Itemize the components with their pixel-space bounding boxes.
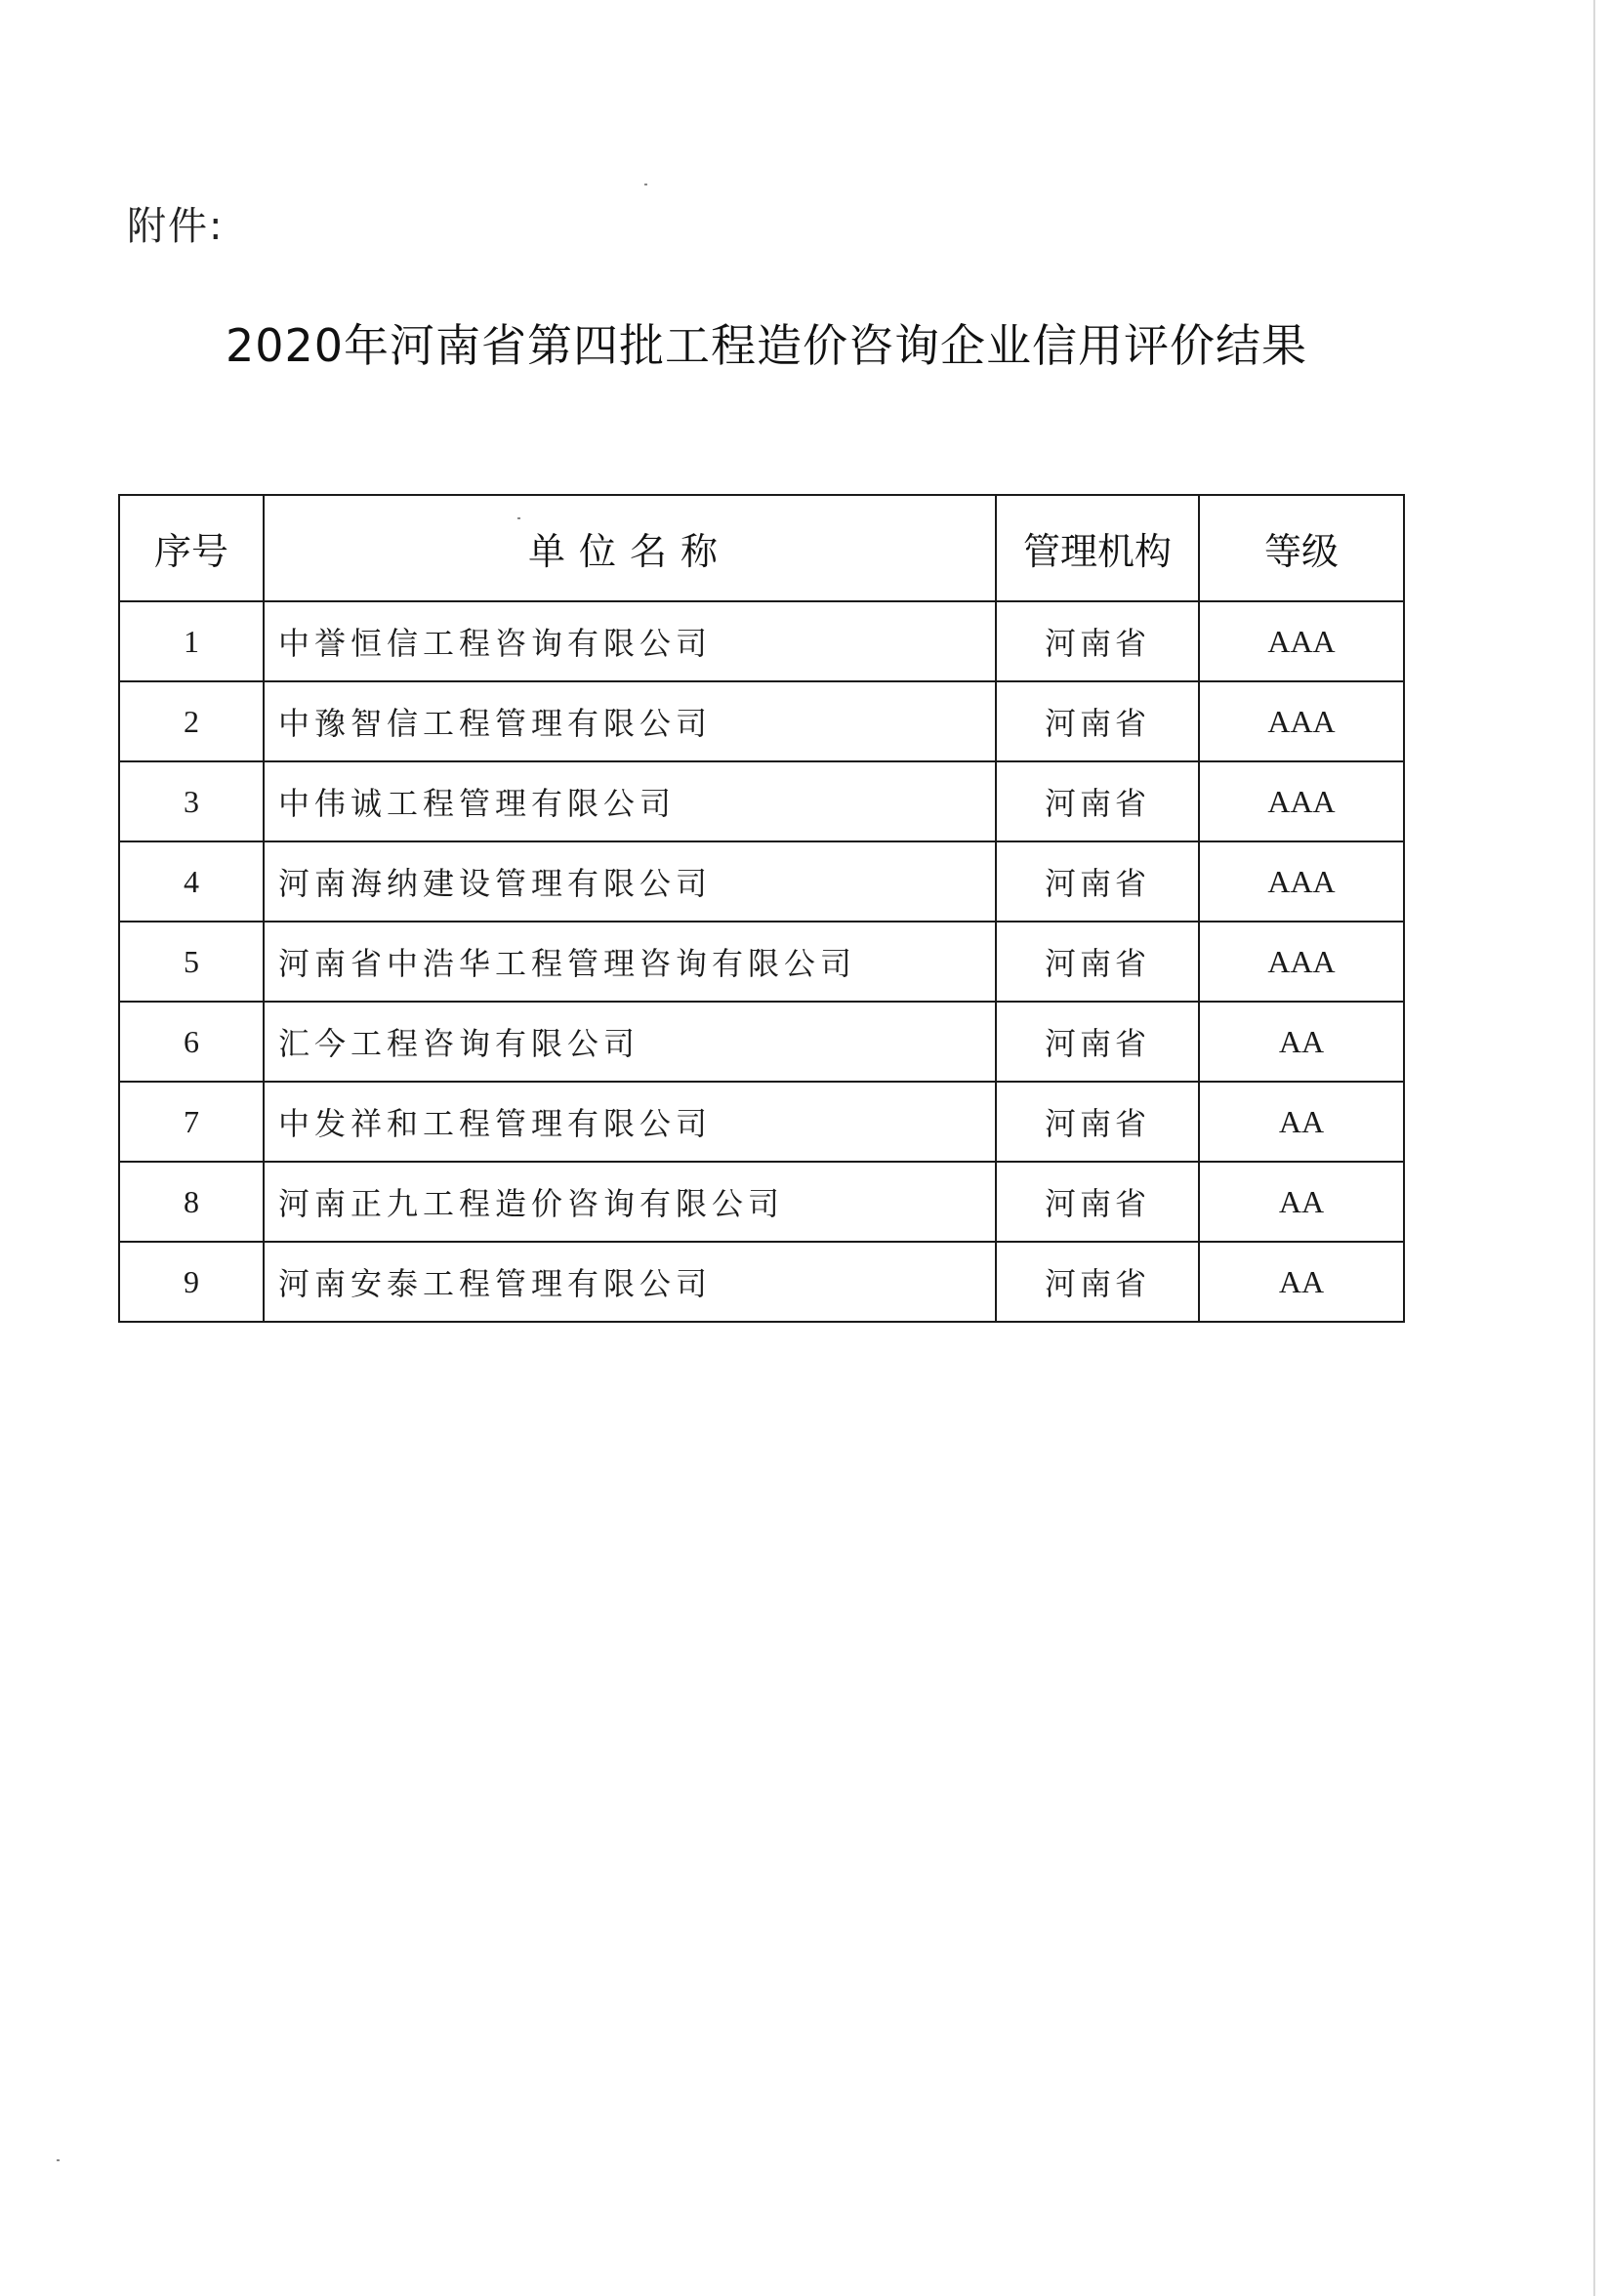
row-org: 河南省 <box>996 681 1199 761</box>
row-grade: AAA <box>1199 761 1404 841</box>
scan-speck <box>644 184 647 185</box>
row-company-name: 河南省中浩华工程管理咨询有限公司 <box>264 922 996 1002</box>
scan-speck <box>57 2159 60 2161</box>
row-org: 河南省 <box>996 1002 1199 1082</box>
row-org: 河南省 <box>996 1242 1199 1322</box>
row-index: 4 <box>119 841 264 922</box>
row-grade: AAA <box>1199 922 1404 1002</box>
page-edge-line <box>1593 0 1595 2296</box>
scan-speck <box>517 517 520 519</box>
table-row <box>119 601 1404 681</box>
row-org: 河南省 <box>996 601 1199 681</box>
row-company-name: 河南海纳建设管理有限公司 <box>264 841 996 922</box>
table-row <box>119 681 1404 761</box>
row-grade: AA <box>1199 1082 1404 1162</box>
table-row <box>119 1082 1404 1162</box>
header-name: 单位名称 <box>264 495 996 601</box>
row-org: 河南省 <box>996 922 1199 1002</box>
row-company-name: 河南安泰工程管理有限公司 <box>264 1242 996 1322</box>
row-index: 2 <box>119 681 264 761</box>
row-index: 6 <box>119 1002 264 1082</box>
row-company-name: 中发祥和工程管理有限公司 <box>264 1082 996 1162</box>
table-row <box>119 1242 1404 1322</box>
row-grade: AA <box>1199 1002 1404 1082</box>
table-row <box>119 922 1404 1002</box>
header-grade: 等级 <box>1199 495 1404 601</box>
row-org: 河南省 <box>996 1162 1199 1242</box>
table-row <box>119 841 1404 922</box>
row-index: 3 <box>119 761 264 841</box>
row-company-name: 中伟诚工程管理有限公司 <box>264 761 996 841</box>
row-grade: AAA <box>1199 601 1404 681</box>
row-grade: AA <box>1199 1162 1404 1242</box>
row-org: 河南省 <box>996 761 1199 841</box>
header-org: 管理机构 <box>996 495 1199 601</box>
row-grade: AA <box>1199 1242 1404 1322</box>
row-index: 5 <box>119 922 264 1002</box>
table-row <box>119 1002 1404 1082</box>
row-index: 1 <box>119 601 264 681</box>
row-grade: AAA <box>1199 681 1404 761</box>
row-company-name: 中豫智信工程管理有限公司 <box>264 681 996 761</box>
row-company-name: 汇今工程咨询有限公司 <box>264 1002 996 1082</box>
attachment-label: 附件: <box>127 204 225 249</box>
credit-result-table <box>118 494 1405 1323</box>
row-index: 8 <box>119 1162 264 1242</box>
table-header-row <box>119 495 1404 601</box>
row-org: 河南省 <box>996 1082 1199 1162</box>
document-title: 2020年河南省第四批工程造价咨询企业信用评价结果 <box>225 319 1308 372</box>
row-grade: AAA <box>1199 841 1404 922</box>
header-index: 序号 <box>119 495 264 601</box>
table-row <box>119 1162 1404 1242</box>
row-company-name: 中誉恒信工程咨询有限公司 <box>264 601 996 681</box>
row-company-name: 河南正九工程造价咨询有限公司 <box>264 1162 996 1242</box>
row-org: 河南省 <box>996 841 1199 922</box>
row-index: 7 <box>119 1082 264 1162</box>
row-index: 9 <box>119 1242 264 1322</box>
table-row <box>119 761 1404 841</box>
